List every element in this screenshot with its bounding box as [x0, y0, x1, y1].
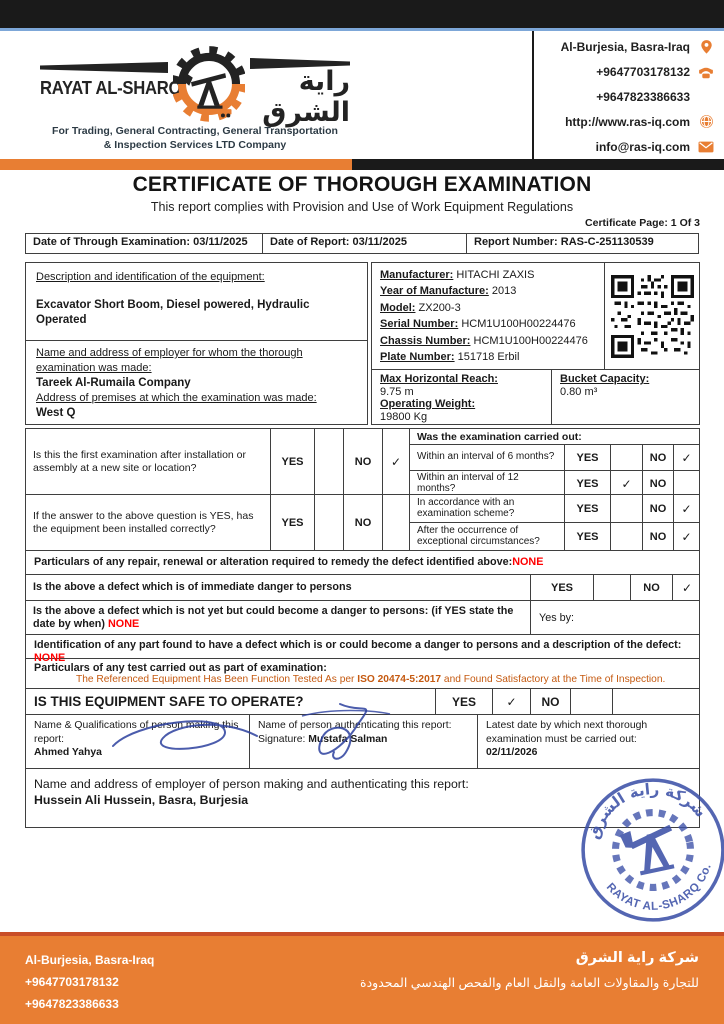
tagline-line2: & Inspection Services LTD Company: [103, 138, 287, 151]
exam-date-value: 03/11/2025: [193, 236, 248, 248]
interval-12-yes-checkbox: ✓: [611, 471, 643, 497]
spec-serial: [380, 316, 596, 332]
immediate-danger-row: [26, 575, 699, 601]
q1-no-label: NO: [344, 429, 383, 494]
spec-manufacturer-label: Manufacturer:: [380, 269, 454, 281]
safe-question-text: IS THIS EQUIPMENT SAFE TO OPERATE?: [26, 689, 436, 714]
description-label: Description and identification of the equipment:: [36, 271, 265, 283]
report-number-label: Report Number:: [474, 236, 558, 248]
exam-date-cell: [25, 233, 263, 254]
qr-code: [604, 263, 699, 369]
test-note-iso: ISO 20474-5:2017: [357, 674, 442, 685]
authenticator-name: Mustafa Salman: [308, 733, 388, 745]
immediate-no-checkbox: ✓: [681, 580, 693, 595]
q2-yes-checkbox: [315, 495, 344, 550]
exceptional-yes-label: YES: [565, 523, 611, 550]
employer-label: Name and address of employer for whom the thorough examination was made:: [36, 347, 303, 374]
safe-to-operate-row: [26, 689, 699, 715]
exceptional-no-label: NO: [643, 523, 674, 550]
bucket-value: 0.80 m³: [560, 385, 598, 398]
q2-no-checkbox: [383, 495, 410, 550]
company-name-en: RAYAT AL-SHARQ: [40, 77, 182, 98]
interval-12-no-label: NO: [643, 471, 674, 497]
interval-6-row: [410, 445, 699, 471]
employer-block-label: Name and address of employer of person making and authenticating this report:: [34, 777, 469, 791]
spec-serial-value: HCM1U100H00224476: [461, 318, 576, 331]
interval-6-yes-checkbox: [611, 445, 643, 470]
footer-phone1: +9647703178132: [25, 975, 119, 989]
next-exam-label: Latest date by which next thorough examination must be carried out:: [486, 720, 648, 745]
q1-yes-checkbox: [315, 429, 344, 494]
next-exam-date: 02/11/2026: [486, 747, 538, 758]
scheme-no-checkbox: ✓: [681, 501, 692, 516]
stamp-top-text: شركة راية الشرق: [584, 780, 710, 842]
test-note-pre: The Referenced Equipment Has Been Function Tested As per: [76, 674, 358, 685]
safe-no-checkbox: [571, 689, 613, 714]
q2-no-label: NO: [344, 495, 383, 550]
safe-yes-checkbox: ✓: [493, 689, 531, 714]
spec-manufacturer: [380, 267, 596, 283]
equipment-description-box: [25, 262, 368, 425]
dimensions-section: [372, 370, 699, 424]
test-particulars-label: Particulars of any test carried out as part of examination:: [34, 662, 327, 674]
maker-label: Name & Qualifications of person making this report:: [34, 720, 239, 745]
specs-section: [372, 263, 699, 370]
envelope-icon: [696, 141, 716, 153]
location-pin-icon: [696, 39, 716, 55]
q1-yes-label: YES: [271, 429, 315, 494]
spec-plate-value: 151718 Erbil: [457, 351, 520, 364]
spec-model-value: ZX200-3: [418, 301, 461, 314]
scheme-row: [410, 495, 699, 523]
stamp-bottom-text: RAYAT AL-SHARQ Co.: [603, 862, 714, 913]
contact-address-text: Al-Burjesia, Basra-Iraq: [560, 39, 690, 54]
company-logo: [40, 36, 350, 156]
max-reach-value: 9.75 m: [380, 385, 414, 398]
scheme-no-label: NO: [643, 495, 674, 522]
spec-year-value: 2013: [491, 285, 517, 298]
employer-value: Tareek Al-Rumaila Company: [36, 377, 191, 389]
test-particulars-row: [26, 659, 699, 689]
footer: [0, 932, 724, 1024]
identification-value: NONE: [34, 652, 66, 664]
footer-company-ar: شركة راية الشرق: [575, 950, 699, 966]
exam-band-1: [26, 429, 699, 495]
spec-chassis-value: HCM1U100H00224476: [473, 334, 588, 347]
report-number-value: RAS-C-251130539: [560, 236, 654, 248]
authenticator-label: Name of person authenticating this report:: [258, 720, 452, 731]
certificate-page-number: Certificate Page: 1 Of 3: [585, 217, 700, 229]
report-date-label: Date of Report:: [270, 236, 350, 248]
contact-phone1: [516, 59, 716, 84]
premises-value: West Q: [36, 407, 76, 419]
spec-manufacturer-value: HITACHI ZAXIS: [456, 269, 535, 281]
next-exam-cell: [478, 715, 701, 768]
header-divider-strip: [0, 159, 724, 170]
footer-tagline-ar: للتجارة والمقاولات العامة والنقل العام والفحص الهندسي المحدودة: [360, 976, 699, 990]
immediate-yes-checkbox: [594, 575, 631, 600]
spec-year: [380, 283, 596, 299]
footer-contacts: [25, 949, 154, 1015]
weight-label: Operating Weight:: [380, 398, 476, 410]
footer-phone2: +9647823386633: [25, 997, 119, 1011]
q1-no-checkbox: ✓: [383, 429, 410, 494]
weight-value: 19800 Kg: [380, 410, 428, 423]
question-first-examination: Is this the first examination after installation or assembly at a new site or location?: [26, 429, 271, 494]
contact-website: [516, 109, 716, 134]
safe-yes-label: YES: [436, 689, 493, 714]
document-subtitle: This report complies with Provision and Use of Work Equipment Regulations: [150, 200, 574, 214]
yes-by-cell: Yes by:: [539, 611, 575, 624]
signature-label: Signature:: [258, 733, 306, 745]
immediate-danger-text: Is the above a defect which is of immediate danger to persons: [26, 575, 531, 600]
spec-plate-label: Plate Number:: [380, 351, 455, 364]
interval-6-no-label: NO: [643, 445, 674, 470]
top-dark-bar: [0, 0, 724, 28]
interval-12-row: [410, 471, 699, 494]
notyet-text: Is the above a defect which is not yet but could become a danger to persons: (if YES state the date by when): [33, 605, 514, 630]
exam-band-2: [26, 495, 699, 551]
footer-arabic: [360, 945, 699, 995]
interval-12-no-checkbox: [674, 471, 699, 497]
exceptional-yes-checkbox: [611, 523, 643, 550]
spec-model-label: Model:: [380, 301, 416, 314]
signers-row: [26, 715, 699, 769]
strip-orange: [0, 159, 352, 170]
description-value: Excavator Short Boom, Diesel powered, Hydraulic Operated: [36, 299, 310, 326]
contact-email: [516, 134, 716, 159]
carried-out-header: Was the examination carried out:: [410, 429, 699, 445]
interval-6-no-checkbox: ✓: [681, 450, 692, 465]
exam-date-label: Date of Through Examination:: [33, 236, 191, 248]
safe-no-label: NO: [531, 689, 571, 714]
q2-yes-label: YES: [271, 495, 315, 550]
report-date-cell: [262, 233, 467, 254]
company-stamp: [577, 772, 724, 928]
identification-row: [26, 635, 699, 664]
meta-row: [25, 233, 700, 254]
top-blue-line: [0, 28, 724, 31]
test-note: [34, 674, 691, 685]
strip-black: [352, 159, 724, 170]
repair-particulars-text: Particulars of any repair, renewal or alteration required to remedy the defect identified above:: [34, 556, 513, 568]
report-date-value: 03/11/2025: [352, 236, 407, 248]
safe-row-spacer: [613, 689, 699, 714]
max-reach-label: Max Horizontal Reach:: [380, 373, 498, 385]
question-installed-correctly: If the answer to the above question is YES, has the equipment been installed correctly?: [26, 495, 271, 550]
spec-model: [380, 300, 596, 316]
notyet-danger-row: [26, 601, 699, 635]
scheme-question: In accordance with an examination scheme?: [410, 495, 565, 522]
immediate-yes-label: YES: [531, 575, 594, 600]
report-number-cell: [466, 233, 699, 254]
exceptional-row: [410, 523, 699, 550]
spec-chassis-label: Chassis Number:: [380, 334, 471, 347]
contact-phone1-text: +9647703178132: [596, 64, 690, 79]
notyet-value: NONE: [108, 617, 140, 630]
spec-serial-label: Serial Number:: [380, 318, 459, 331]
tagline-line1: For Trading, General Contracting, General Transportation: [52, 125, 338, 137]
examination-table: [25, 428, 700, 828]
scheme-yes-checkbox: [611, 495, 643, 522]
specs-list: [372, 263, 604, 369]
reach-weight-cell: [372, 370, 552, 424]
repair-particulars-row: [26, 551, 699, 575]
document-title: CERTIFICATE OF THOROUGH EXAMINATION: [132, 173, 592, 196]
identification-text: Identification of any part found to have a defect which is or could become a danger to persons and a description of the defect:: [34, 639, 682, 651]
bucket-cell: [552, 370, 699, 424]
logo-left-bar: [40, 62, 168, 73]
exceptional-no-checkbox: ✓: [681, 529, 692, 544]
company-name-ar: راية الشرق: [262, 66, 350, 127]
company-tagline: [18, 125, 372, 152]
interval-6-yes-label: YES: [565, 445, 611, 470]
contact-address: [516, 34, 716, 59]
spec-year-label: Year of Manufacture:: [380, 285, 489, 298]
bucket-label: Bucket Capacity:: [560, 373, 650, 385]
contact-block: [516, 34, 716, 159]
contact-phone2: [516, 84, 716, 109]
interval-12-question: Within an interval of 12 months?: [410, 471, 565, 497]
interval-12-yes-label: YES: [565, 471, 611, 497]
equipment-specs-box: [371, 262, 700, 425]
footer-body: [0, 936, 724, 1024]
interval-6-question: Within an interval of 6 months?: [410, 445, 565, 470]
maker-name: Ahmed Yahya: [34, 747, 102, 758]
spec-chassis: [380, 333, 596, 349]
employer-block-value: Hussein Ali Hussein, Basra, Burjesia: [34, 793, 249, 807]
authenticator-cell: [250, 715, 478, 768]
maker-cell: [26, 715, 250, 768]
scheme-yes-label: YES: [565, 495, 611, 522]
notyet-danger-text: [26, 601, 531, 634]
globe-icon: [696, 114, 716, 129]
premises-label: Address of premises at which the examination was made:: [36, 392, 317, 404]
immediate-no-label: NO: [631, 575, 673, 600]
phone-icon: [696, 65, 716, 79]
gear-pumpjack-icon: [173, 36, 245, 131]
equipment-description-section: [26, 263, 367, 341]
employer-section: [26, 341, 367, 426]
spec-plate: [380, 349, 596, 365]
test-note-post: and Found Satisfactory at the Time of Inspection.: [441, 674, 666, 685]
contact-email-text: info@ras-iq.com: [595, 139, 690, 154]
contact-phone2-text: +9647823386633: [596, 89, 690, 104]
repair-particulars-value: NONE: [512, 556, 544, 568]
contact-website-text: http://www.ras-iq.com: [565, 114, 690, 129]
footer-address: Al-Burjesia, Basra-Iraq: [25, 953, 155, 967]
exceptional-question: After the occurrence of exceptional circumstances?: [410, 523, 565, 550]
